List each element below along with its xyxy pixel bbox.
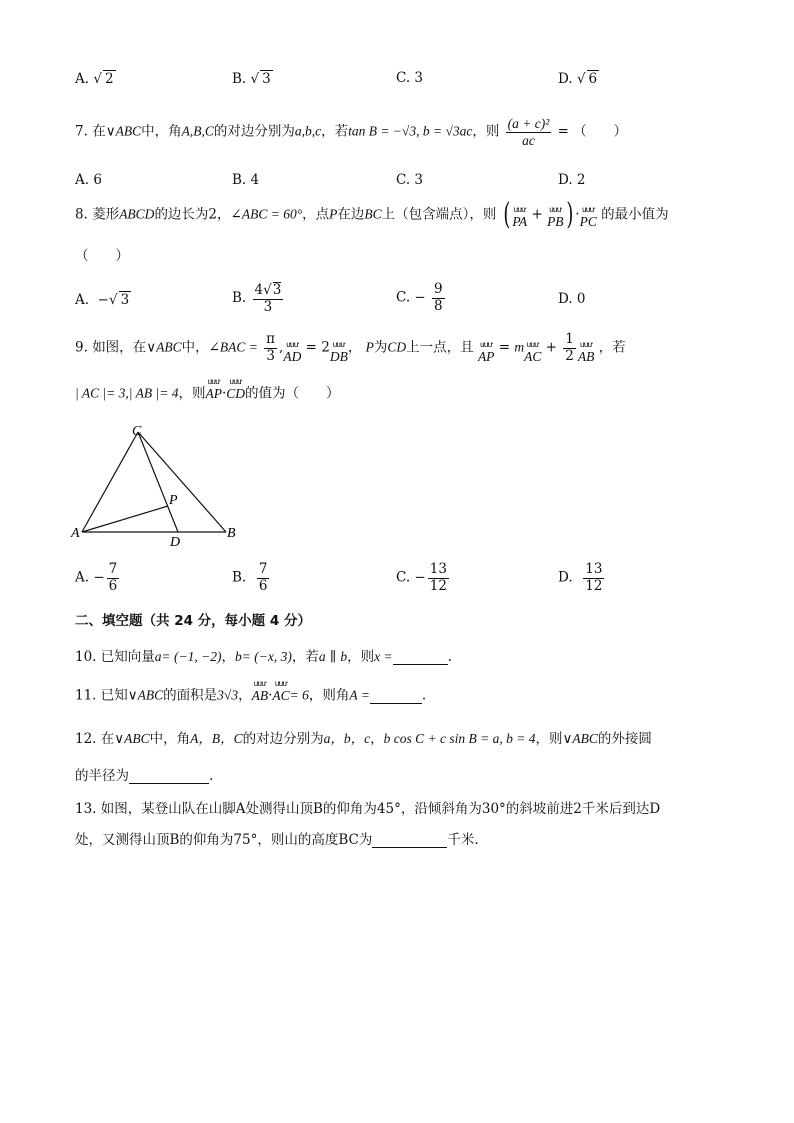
question-10: 10. 已知向量a= (−1, −2)，b= (−x, 3)，若a ∥ b，则x = . [75,649,452,665]
q7-option-d: D. 2 [558,172,586,188]
q9-option-d: D. $\frac{13}{12}$ [558,561,603,594]
question-7: 7. 在∨ABC中，角A,B,C的对边分别为a,b,c，若tan B = −√3, b = √3ac，则 $\frac{\text{(a + c)²}}{ac}$ = （ ） [75,116,628,148]
q7-fraction: $\frac{\text{(a + c)²}}{ac}$ [507,116,550,148]
label-a: A [71,526,80,541]
q13-answer-blank[interactable] [372,847,447,848]
q12-answer-blank[interactable] [129,783,209,784]
q9-option-c: C. − $\frac{13}{12}$ [396,561,447,594]
label-c: C [132,424,142,439]
q7-option-b: B. 4 [232,172,260,188]
q7-option-a: A. 6 [75,172,102,188]
label-p: P [169,493,178,508]
question-9-line2: | AC |= 3,| AB |= 4，则 ưưư AP· ưưư CD的值为（ ） [75,377,340,402]
question-13: 13. 如图，某登山队在山脚A处测得山顶B的仰角为45°，沿倾斜角为30°的斜坡前进2千米后到达D [75,801,661,817]
q6-option-d: D. √ 6 [558,71,598,87]
q8-option-a: A. −√ 3 [75,292,130,308]
q6-option-c: C. 3 [396,70,424,86]
section-2-heading: 二、填空题（共 24 分，每小题 4 分） [75,613,311,629]
question-9: 9. 如图，在∨ABC中，∠BAC = $\frac{\pi}{3}$ , ưưư AD = 2 ưưư DB， P为CD上一点，且 ưưư AP = m ưưư AC + $\frac{1}{2}$ ưưư AB ，若 [75,331,626,364]
label-b: B [227,526,236,541]
question-12-line2: 的半径为 . [75,768,214,784]
q8-option-b: B. $\frac{4√3}{3}$ [232,282,282,315]
q8-option-c: C. − $\frac{9}{8}$ [396,281,443,314]
q7-option-c: C. 3 [396,172,424,188]
label-d: D [170,535,181,550]
q11-answer-blank[interactable] [370,703,422,704]
question-13-line2: 处，又测得山顶B的仰角为75°，则山的高度BC为 千米. [75,832,479,848]
q8-paren: （ ） [75,248,129,264]
question-8: 8. 菱形ABCD的边长为2，∠ABC = 60°，点P在边BC上（包含端点），则 ( ưưư PA + ưưư PB) · ưưư PC 的最小值为 [75,197,669,232]
question-12: 12. 在∨ABC中，角A，B，C的对边分别为a，b，c，b cos C + c sin B = a, b = 4，则∨ABC的外接圆 [75,731,652,747]
q10-answer-blank[interactable] [393,664,448,665]
q9-option-a: A. − $\frac{7}{6}$ [75,561,118,594]
q6-option-a: A. √ 2 [75,71,114,87]
triangle-figure [68,420,248,550]
question-11: 11. 已知∨ABC的面积是3√3， ưưư AB· ưưư AC= 6，则角A = . [75,679,427,704]
q6-option-b: B. √ 3 [232,71,271,87]
q9-option-b: B. $\frac{7}{6}$ [232,561,268,594]
q8-option-d: D. 0 [558,291,586,307]
